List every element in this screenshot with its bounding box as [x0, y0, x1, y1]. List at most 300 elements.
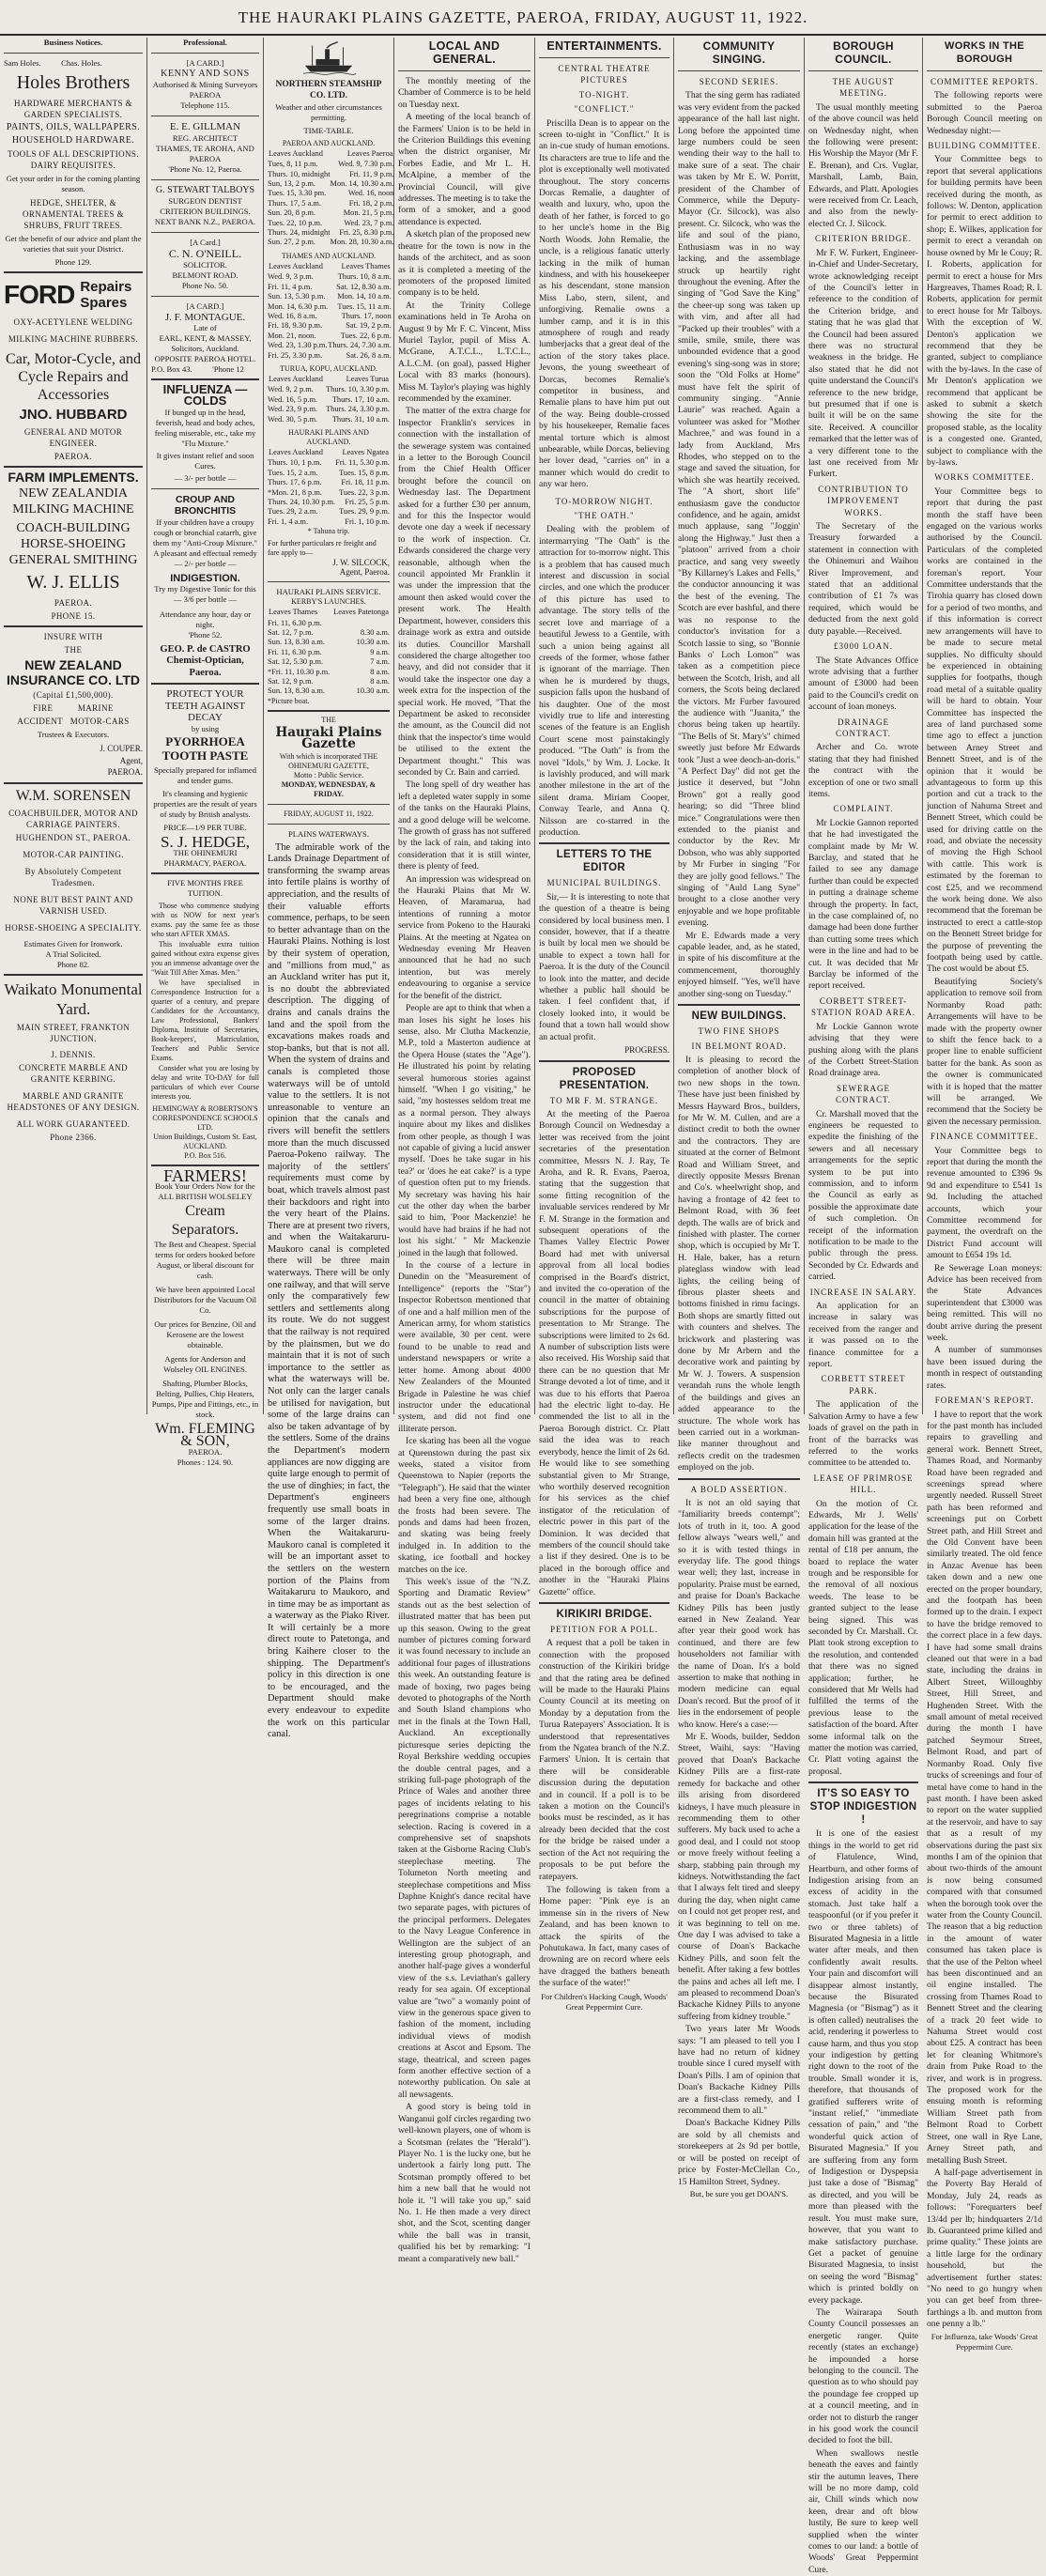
local-paragraph: This week's issue of the "N.Z. Sporting and Dramatic Review" stands out as the best selection of illustrated matter that has been put up this season. Owing to the great number of pictures coming forward it was found necessary to include an additional four pages of illustrations this week. An outstanding feature is made of boxing, two pages being devoted to photographs of the North and South Island champions who met in the finals at the Town Hall, Auckland. An exceptionally picturesque series depicting the Royal Berkshire wedding occupies the double central pages, and a striking full-page photograph of the Prince of Wales and another three pages of incidents relating to his peregrinations comprise a notable selection. Racing is covered in a comprehensive set of snapshots taken at the Gisborne Racing Club's steeplechase meeting. The Tolumeton North meeting and steeplechase competitions and Miss Daphne Knight's dance recital have two separate pages, with pictures of the principal performers. Delegates to the Navy League Conference in Wellington are the subject of an interesting group photograph, and another half-page gives a wonderful view of the s.s. Leviathan's gallery ready for sea again. Of exceptional value are "two" a womanly point of view in the generous space given to fashion of the moment, including individual views of modish creations at Ascot and Epsom. The stage, theatrical, and screen pages form another effective section of a noteworthy publication. On sale at all newsagents. [398, 1577, 531, 2100]
drainage-text: Archer and Co. wrote stating that they had finished the contract with the exception of one or two small items. [808, 742, 918, 799]
timetable-row [268, 179, 393, 189]
corbett-title: CORBETT STREET-STATION ROAD AREA. [810, 995, 916, 1018]
montague-card: [A CARD.] [186, 301, 224, 311]
weather-note: Weather and other circumstances permitting. [275, 101, 382, 122]
corbett-park-text: The application of the Salvation Army to have a few loads of gravel on the path in front of the barracks was referred to the works committee to be attended to. [808, 1399, 918, 1469]
indigestion-price: — 3/6 per bottle — [173, 594, 238, 605]
tt-col: Leaves Ngatea [342, 447, 389, 456]
timetable-cell: Tues. 29, 9 p.m. [339, 507, 390, 517]
criterion-text: Mr F. W. Furkert, Engineer-in-Chief and Under-Secretary, wrote acknowledging receipt of the Council's letter in reference to the condition of the Criterion bridge, and stating that he was glad that the Council had been assured there was no structural weakness in the bridge. He also stated that he did not quite understand the Council's reference to the new bridge, but presumed that if one is built it will be on the same site. Received. A councillor remarked that the letter was of a very different tone to the last one received from Mr Furkert. [808, 247, 918, 480]
montague-line: Solicitors, Auckland. [171, 344, 239, 354]
editorial-body: The admirable work of the Lands Drainage Department of transforming the swamp areas into fertile plains is worthy of appreciation, and the results of their valuable efforts commence, perhaps, to be seen to better advantage than on the Hauraki Plains. Nothing is lost by their system of operation, and "millions from mud," as an Auckland writer has put it, is no doubt the abbreviated description. The digging of drains and canals drains the land and the spoil from the excavations makes roads and stop-banks, but that is not all. When the system of drains and canals is completed those waterways will be of untold value to the settlers. It is not unreasonable to venture an opinion that the canals and rivers will benefit the settlers more than the much discussed Paeroa-Pokeno railway. The majority of the settlers' requirements must come by boat, which travels almost past their backdoors and right into the very heart of the Plains. There are at present two rivers, and when the Waitakaruru-Maukoro canal is completed there will be three main waterways. There will be only one railway, and that will serve only the comparatively few settlers and settlements along its route. We do not suggest that the railway is not required by the plainsmen, but we do maintain that it is not of such importance to the settler as what the waterways will be. Not only can the larger canals be utilised for navigation, but some of the large drains can also be taken advantage of by the settlers. Some of the drains the Department's modern appliances are now digging are quite large enough to permit of the use of dinghies; in fact, the Department's engineers frequently use small boats in some of the larger drains. When the Waitakaruru-Maukoro canal is completed it will be an important asset to the settlers on the western portion of the Plains from Waitakaruru to Maukoro, and in time may be as important as a waterway as the Piako River. It will certainly be a more direct route to Patetonga, and bring Kaihere closer to the shipping. The Department's policy in this direction is one to be encouraged, and the Department should make every endeavour to expedite the work on this particular canal. [268, 841, 390, 1740]
hemingway-line: Union Buildings, Custom St. East, [153, 1132, 257, 1141]
hpa-head: HAURAKI PLAINS AND AUCKLAND. [288, 427, 369, 446]
timetable-cell: Thurs. 10, 1 p.m. [268, 458, 322, 468]
bc-text: The usual monthly meeting of the above council was held on Wednesday night, when the following were present: His Worship the Mayor (Mr F. E. Brenan), and Crs. Vuglar, Marshall, Lamb, Bain, Edwards, and Platt. Apologies were received from Cr. Leach, and also from the newly-elected Cr. J. Silcock. [808, 101, 918, 229]
timetable-cell: Thurs. 10, 8 a.m. [337, 272, 392, 282]
foreman-title: FOREMAN'S REPORT. [934, 1396, 1035, 1406]
montague-line: Late of [193, 323, 217, 333]
holes-names: Sam Holes. Chas. Holes. [4, 58, 102, 68]
benzine-text: Our prices for Benzine, Oil and Kerosene are the lowest obtainable. [154, 1319, 256, 1350]
timetable-row [268, 302, 392, 312]
progress-sig: PROGRESS. [624, 1045, 669, 1056]
timetable-cell: Thurs. 24, 7.30 a.m. [328, 341, 392, 350]
works-title: WORKS IN THE BOROUGH [945, 40, 1024, 65]
talboys-line: SURGEON DENTIST [168, 196, 242, 207]
farmers-title: FARMERS! [163, 1165, 247, 1185]
tuition-text2: This invaluable extra tuition gained without extra expense gives you an immense advantage over the "Wait Till After Xmas. Men." [151, 939, 259, 977]
castro-name: GEO. P. de CASTRO [160, 644, 251, 656]
five-months: FIVE MONTHS FREE TUITION. [167, 877, 243, 898]
montague-office: OPPOSITE PAEROA HOTEL. [154, 354, 256, 364]
singing-text: That the sing germ has radiated was very evident from the packed appearance of the hall last night. Long before the appointed time large numbers could be seen wending their way to the hall to make sure of a seat. The chair was taken by Mr E. W. Porritt, president of the Chamber of Commerce, while the Deputy-Mayor (Cr. Silcock), was also present. Cr. Silcock, who was the life and soul of the piano, Enthusiasm was in no way lacking, and the assemblage struck up heartily right throughout the evening. After the singing of "God Save the King" the cheer-up song was taken up with vim, and after all had "Packed up their troubles" with a smile, smile, smile, there was unbounded evidence that a good evening's sing-song was in store; soon the "Old Folks at Home" must have felt the spirit of community singing. "Annie Laurie" was reached. Again a volunteer was asked for "Mother Machree," and was found in a lady from Auckland, Mrs Rhodes, who stepped on to the stage and saved the situation, for which she was heartily received. The "A short, short life" enthusiasm gave the conductor confidence, and he again, amidst much applause, sang "Joggin' along the Highway." Just then a "platoon" arrived from a choir practice, and sang very sweetly "By Killarney's Lakes and Fells," the conductor announcing it was the best of the evening. The Scotch are ever bashful, and there was no response to the conductor's invitation for a Scotch lassie to sing, so "Bonnie Banks o' Loch Lomon'" was taken as a competition piece between the Scotch, Irish, and all corners, the Scots being declared the victors. Mr Furber favoured the audience with "Juanita," the chorus being taken up heartily. "The Bells of St. Mary's" chimed sweetly just before Mr Edwards took "Just a wee deoch-an-doris." "A Perfect Day" did not get the justice it deserved, but "John Brown" got a really good hearing; so did "Three blind mice." Congratulations were then extended to the pianist and conductor by the Rev. Mr Dobson, who was ably supported by Mr Furber in singing "For they are jolly good fellows." The singing of "Auld Lang Syne" brought to a close another very enjoyable and we hope profitable evening. [678, 90, 800, 929]
timetable-cell: Tues. 29, 2 a.m. [268, 507, 318, 517]
timetable-cell: Fri. 1, 10 p.m. [345, 517, 390, 526]
contribution-text: The Secretary of the Treasury forwarded a statement in connection with the Ohinemuri and Waihou River Improvement, and stated that an additional contribution of £1 7s was required, which would be deducted from the next gold duty payable.—Received. [808, 521, 918, 637]
finance-title: FINANCE COMMITTEE. [931, 1132, 1038, 1142]
pyorrhoea-text: Specially prepared for inflamed and tender gums. [153, 764, 257, 785]
timetable-cell: Sat. 12, 5.30 p.m. [268, 657, 324, 667]
timetable-cell: Sun. 27, 2 p.m. [268, 238, 315, 247]
letter-text [539, 892, 669, 1043]
attendance: Attendance any hour, day or night. [159, 609, 252, 630]
agents-text: Agents for Anderson and Wolseley OIL ENGINES. [163, 1354, 247, 1375]
timetable-row [268, 292, 392, 301]
incorporated: With which is incorporated THE OHINEMURI GAZETTE, [279, 751, 378, 770]
timetable-cell: Wed. 23, 7 p.m. [344, 218, 394, 227]
silcock-title: Agent, Paeroa. [339, 567, 390, 578]
timetable-cell: Thurs. 17, 10 a.m. [331, 394, 390, 404]
editorial-title: PLAINS WATERWAYS. [288, 828, 369, 839]
tt-col: Leaves Paeroa [346, 148, 393, 158]
proposed-title: PROPOSED PRESENTATION. [559, 1066, 650, 1091]
croup-price: — 2/- per bottle — [174, 558, 237, 568]
timetable-cell: Wed. 23, 9 p.m. [268, 405, 318, 414]
hubbard-line: GENERAL AND MOTOR ENGINEER. [23, 427, 123, 448]
timetable-cell: Tues. 22, 10 p.m. [268, 218, 323, 227]
tuition-text3: We have specialised in Correspondence Instruction for a quarter of a century, and prepare Candidates for the Accountancy, Law Professional, Bankers' Diploma, Institute of Secretaries, Book-keepers', Matriculation, Teachers' and Public Service Exams. [151, 978, 259, 1062]
finance-text: Your Committee begs to report that during the month the revenue amounted to £396 9s 9d and expenditure to £541 1s 9d. Including the attached accounts, which your Committee recommend for payment, the overdraft on the District Fund account will amount to £654 19s 1d. [927, 1145, 1042, 1261]
kirikiri-title: KIRIKIRI BRIDGE. [556, 1608, 653, 1620]
local-paragraph: Ice skating has been all the vogue at Queenstown during the past six weeks, stated a visitor from Queenstown to Napier (reports the "Telegraph"). He said that the winter had been a very fine one, although the frosts had been severe. The ponds and dams had been frozen, and skating was being freely indulged in. In addition to the skating, ice football and hockey matches on the ice. [398, 1436, 531, 1575]
borough-title: BOROUGH COUNCIL. [833, 39, 894, 66]
oneill-line: SOLICITOR. [183, 259, 227, 270]
timetable-cell: Fri. 18, 11 p.m. [341, 478, 390, 487]
hubbard-name: JNO. HUBBARD [19, 407, 128, 423]
tt-col: Leaves Auckland [269, 447, 323, 456]
sure: But, be sure you get DOAN'S. [689, 2188, 789, 2198]
holes-line: TOOLS OF ALL DESCRIPTIONS. DAIRY REQUISITES. [8, 149, 139, 170]
local-paragraph: The monthly meeting of the Chamber of Commerce is to be held on Tuesday next. [398, 76, 531, 110]
proposed-text: At the meeting of the Paeroa Borough Council on Wednesday a letter was received from the joint secretaries of the presentation committee, Messrs N. J. Ray, Te Aroha, and R. R. Evans, Paeroa, stating that the suggestion that some fitting recognition of the invaluable services rendered by Mr F. M. Strange in the formation and subsequent operations of the Thames Valley Electric Power Board had met with universal approval from all local bodies comprised in the Board's district, and invited the co-operation of the council in the matter of obtaining subscriptions for the purpose of presentation to Mr Strange. The subscriptions were limited to 2s 6d. A number of subscription lists were also received. His Worship said that there can be no question that Mr Strange devoted a lot of time, and it was due to his efforts that Paeroa had the electric light to-day. He commended the list to all in the Paeroa Borough district. Cr. Platt said the idea was to reach everybody, hence the limit of 2s 6d. He would like to see something substantial given to Mr Strange, who worthily deserved recognition for his services as the chief instigator of the reticulation of electric power in this part of the Dominion. It was decided that members of the council should take a list if they desired. One is to be placed in the borough office and another in the "Hauraki Plains Gazette" office. [539, 1108, 669, 1597]
nz-insurance: NEW ZEALAND INSURANCE CO. LTD [6, 657, 141, 688]
sorensen-line: COACHBUILDER, MOTOR AND CARRIAGE PAINTERS. [8, 808, 138, 829]
couper-name: J. COUPER. [100, 744, 143, 754]
letters-title: LETTERS TO THE EDITOR [556, 849, 653, 874]
timetable-cell: Mon. 14, 10.30 a.m. [330, 179, 394, 189]
bold-text: It is not an old saying that "familiarity breeds contempt"; lots of truth in it, too. A good fellow always "wears well," and so it is with tested things in everyday life. The good things wear well; they last, increase in popularity. Praise must be earned, and praise for Doan's Backache Kidney Pills has been justly earned in New Zealand. Year after year their good work has continued, and there are few householders not familiar with the name of Doan. It's a bold assertion to make that nothing in modern medicine can equal Doan's record. But the proof of it lies in the endorsement of people who know. Here's a case:— [678, 1497, 800, 1730]
masthead: THE HAURAKI PLAINS GAZETTE, PAEROA, FRIDAY, AUGUST 11, 1922. [0, 0, 1046, 36]
timetable-row [268, 686, 390, 696]
competent: By Absolutely Competent Tradesmen. [24, 866, 122, 887]
timetable-cell: Wed. 16, 8 a.m. [268, 311, 317, 320]
tt-col: Leaves Thames [269, 608, 318, 617]
ford-ad [4, 279, 143, 311]
second-series: SECOND SERIES. [699, 77, 779, 86]
timetable-cell: Sat. 19, 2 p.m. [346, 321, 392, 331]
influenza-cure: For Influenza, take Woods' Great Peppermint Cure. [931, 2331, 1038, 2352]
timetable-cell: Mon. 21, 5 p.m. [343, 208, 394, 218]
ellis-line: PHONE 15. [51, 611, 96, 622]
works-text: Your Committee begs to report that during the past month the staff have been engaged on the various works authorised by the Council. Particulars of the completed works are contained in the foreman's report. Your Committee understands that the Tirohia quarry has closed down for a period of two months, and if this information is correct new arrangements will have to be made to secure metal supplies. No difficulty should be experienced in obtaining supplies for footpaths, though road metal of a suitable quality will be hard to obtain. Your Committee has inspected the area of land purchased some time ago to effect a junction between Arney Street and Bennett Street, and is of the opinion that it would be advantageous to form up this portion and cut a track to the junction of Nahuma Street and Bennett Street, which could be used for driving cattle on the road, and obviate the necessity of moving the High School with cattle. This work is estimated by the foreman to cost £25, and we recommend the work being done. We also recommend that the foreman be instructed to erect a cattle-stop on the Bennett Street bridge for the purpose of preventing the footpath being used by cattle. The cost would be about £5. [927, 486, 1042, 975]
works-intro: The following reports were submitted to the Paeroa Borough Council meeting on Wednesday night:— [927, 90, 1042, 136]
coach-building: COACH-BUILDING HORSE-SHOEING GENERAL SMITHING [8, 521, 138, 568]
local-paragraph: People are apt to think that when a man loses his sight he loses his sense, also. Mr Clutha Mackenzie, M.P., told a Masterton audience at the Opera House (states the "Age"). He illustrated his point by relating several humorous stories against himself. "When I go visiting," he said, "my hostesses seldom treat me as a normal person. They always inquire about my likes and dislikes from other people, as though I was not capable of giving a lucid answer myself. 'Does he take sugar in his tea?' or 'does he eat cake?' is a type of question often put to my friends. My secretary was having his hair cut the other day when the barber said to him, 'Poor Mackenzie! he would have had brains if he had not lost his sight.' " Mr Mackenzie joined in the laugh that followed. [398, 1003, 531, 1258]
tt-col: Leaves Thames [341, 261, 391, 270]
sewerage-text: Cr. Marshall moved that the engineers be requested to expedite the finishing of the sewers and all necessary arrangements for the septic system to be put into commission, and to inform the Council as early as possible the approximate date of such completion. On receipt of the information notification to be made to the public through the press. Seconded by Cr. Edwards and carried. [808, 1108, 918, 1283]
none-but: NONE BUT BEST PAINT AND VARNISH USED. [13, 894, 133, 916]
bold-title: A BOLD ASSERTION. [690, 1484, 788, 1494]
timetable-cell: Fri. 1, 4 a.m. [268, 517, 309, 526]
sorensen-name: W.M. SORENSEN [15, 787, 131, 804]
timetable-row [268, 385, 390, 394]
column-business-notices [0, 38, 147, 1414]
holes-brothers-ad-title: Holes Brothers [16, 72, 131, 93]
letter-body: It is interesting to note that the question of a theatre is being considered by local business men. I consider, however, that if a theatre is built by local men we should be unable to expect a town hall for Paeroa. It is the duty of the Council to look into the matter, and decide whether a public hall should be taken. I feel confident that, if closely looked into, it would be found that a town hall would show an actual profit. [539, 891, 669, 1042]
dennis-line: CONCRETE MARBLE AND GRANITE KERBING. [18, 1062, 129, 1084]
loan-text: The State Advances Office wrote advising that a further amount of £3000 had been paid to the Council's credit on account of loan moneys. [808, 655, 918, 713]
two-fine: TWO FINE SHOPS [698, 1026, 780, 1037]
hedge-name: S. J. HEDGE, [161, 832, 250, 851]
timetable-cell: 8 a.m. [370, 677, 390, 686]
column-works-borough [923, 38, 1046, 2352]
swallows-text: When swallows nestle beneath the eaves and faintly stir the autumn leaves, There will be no more damp, cold air, Chill winds which now keen, drear and oft blow lustily, Be sure to keep well supplied when the winter comes to our land: a bottle of Woods' Great Peppermint Cure. [808, 2447, 918, 2575]
ta-head: THAMES AND AUCKLAND. [281, 251, 377, 260]
kerby: KERBY'S LAUNCHES. [291, 597, 366, 607]
timetable-cell: Sun. 13, 8.30 a.m. [268, 686, 325, 696]
timetable-cell: Fri. 11, 9 p.m. [349, 169, 394, 178]
nz-milking-machine: NEW ZEALANDIA MILKING MACHINE [12, 486, 134, 517]
holes-phone: Phone 129. [54, 257, 92, 267]
singing-title: COMMUNITY SINGING. [702, 39, 776, 66]
hemingway-line: P.O. Box 516. [184, 1150, 226, 1160]
contribution-title: CONTRIBUTION TO IMPROVEMENT WORKS. [818, 484, 909, 517]
timetable-cell: 7 a.m. [370, 657, 390, 667]
section-heading: Professional. [183, 38, 227, 47]
local-paragraph: The long spell of dry weather has left a depleted water supply in some of the tanks on the Hauraki Plains, and a good deluge will be welcome. The growth of grass has not suffered by the lack of rain, and taking into consideration that it is still winter, there is plenty of feed. [398, 779, 531, 872]
timetable-cell: Thurs. 24, 10.30 p.m. [268, 498, 336, 506]
timetable-cell [331, 619, 390, 628]
outstanding-text: A number of summonses have been issued during the month in respect of outstanding rates. [927, 1345, 1042, 1391]
estimates: Estimates Given for Ironwork. [23, 938, 123, 949]
timetable-row [268, 189, 393, 198]
august-meeting: THE AUGUST MEETING. [832, 77, 895, 99]
local-paragraph: At the Trinity College examinations held in Te Aroha on August 9 by Mr F. C. Vincent, Miss Muriel Taylor, pupil of Miss A. McGrane, A.T.C.L., L.T.C.L., A.L.C.M. (on goal), passed Higher Local with 83 marks (honours). Miss M. Taylor's playing was highly recommended by the examiner. [398, 300, 531, 404]
timetable-cell: Wed. 9, 2 p.m. [268, 385, 314, 394]
fleming-line: PAEROA. [188, 1447, 223, 1458]
corbett-text: Mr Lockie Gannon wrote advising that they were pushing along with the plans of the Corbett Street-Station Road drainage area. [808, 1021, 918, 1079]
timetable-row [268, 657, 390, 667]
in-belmont: IN BELMONT ROAD. [691, 1041, 787, 1051]
timetable-row [268, 677, 390, 686]
timetable-row [268, 321, 392, 331]
timetable-cell: Wed. 9, 7.30 p.m. [338, 160, 394, 169]
local-paragraph: A sketch plan of the proposed new theatre for the town is now in the hands of the architect, and as soon as it is completed a meeting of the promoters of the proposed limited company is to be held. [398, 229, 531, 299]
conflict-title: "CONFLICT." [574, 104, 635, 115]
motto: Motto : Public Service. [293, 770, 364, 779]
cream-title: Cream Separators. [171, 1203, 239, 1239]
farm-implements: FARM IMPLEMENTS. [8, 470, 139, 485]
local-paragraph: The matter of the extra charge for Inspector Franklin's services in connection with the installation of the sewerage system was contained in a letter to the Borough Council from the Chief Health Officer brought before the council on Wednesday last. The Department asked for a further £30 per annum, and for this the Inspector would devote one day a week if necessary to the work of inspection. Cr. Edwards considered the charge very reasonable, although when the council appointed Mr Franklin it was under the impression that the amount then asked would cover the present work. The Health Department, however, considers this drainage work as extra and outside its duties. Councillor Marshall considered the charge altogether too heavy, and did not consider that it would take the inspector one day a week extra for the inspection of the special work. He moved, "That the Department be asked to reconsider the amount, as the Council did not think that the inspector's time would be utilised to the extent the Department thought." This was seconded by Cr. Bain and carried. [398, 406, 531, 778]
building-text: Your Committee begs to report that several applications for building permits have been received during the month, as follows: W. Denton, application for permit to erect addition to shop; E. Wilkes, application for permit to erect a verandah on house owned by Mr le Couy; R. I. Roberts, application for permit to erect a house for Mrs Hargreaves, Thames Road; R. I. Roberts, application for permit to erect house for Mr Talboys. With the exception of W. Denton's application we recommend that they be granted, subject to compliance with the by-laws. In the case of Mr Denton's application we recommend that applicant be asked to submit a sketch showing the site for the proposed stable, as the locality is a congested one. Granted, subject to compliance with the by-laws. [927, 154, 1042, 468]
dennis-name: J. DENNIS. [51, 1049, 96, 1059]
ford-wordmark: FORD [4, 279, 75, 309]
gillman-name: E. E. GILLMAN [169, 121, 241, 133]
building-title: BUILDING COMMITTEE. [928, 141, 1041, 151]
oath-title: "THE OATH." [574, 511, 635, 521]
ford-repairs: Repairs [80, 279, 132, 295]
timetable-cell: Wed. 30, 5 p.m. [268, 414, 318, 424]
to-night: TO-NIGHT. [578, 89, 630, 100]
tomorrow: TO-MORROW NIGHT. [555, 496, 654, 506]
timetable-row [268, 272, 392, 282]
insure-with: INSURE WITH [43, 632, 103, 642]
tt-col: Leaves Auckland [269, 261, 323, 270]
influenza-price: — 3/- per bottle — [174, 472, 237, 483]
influenza-text: If bunged up in the head, feverish, head and body aches, feeling miserable, etc., take my "Flu Mixture." [154, 407, 256, 448]
cream-text: The Best and Cheapest. Special terms for orders booked before August, or liberal discount for cash. [154, 1240, 256, 1281]
talboys-line: CRITERION BUILDINGS. NEXT BANK N.Z., PAEROA. [154, 207, 256, 227]
pyorrhoea-price: PRICE—1/9 PER TUBE. [163, 822, 247, 832]
increase-title: INCREASE IN SALARY. [809, 1287, 917, 1297]
holes-order: Get your order in for the coming planting season. [6, 174, 141, 193]
tt-col: Leaves Patetonga [333, 608, 389, 617]
oneill-name: C. N. O'NEILL. [168, 247, 242, 261]
timetable-cell: Fri. 11, 5.30 p.m. [335, 458, 390, 468]
timetable-cell: Sun. 13, 5.30 p.m. [268, 292, 326, 301]
tuition-text: Those who commence studying with us NOW for next year's exams. pay the same fee as those who start AFTER XMAS. [151, 901, 259, 938]
column-entertainments [535, 38, 674, 2012]
oneill-line: BELMONT ROAD. [172, 270, 238, 280]
timetable-cell: Thurs. 10, 3.30 p.m. [326, 385, 390, 394]
waiuru-text: The Wairarapa South County Council possesses an energetic ranger. Quite recently (states an exchange) he impounded a horse belonging to the council. The question as to who should pay the poundage fee cropped up at a council meeting, and in order not to disturb the ranger in his good work the council decided to foot the bill. [808, 2306, 918, 2446]
central-theatre: CENTRAL THEATRE PICTURES [558, 64, 651, 85]
using: by using [191, 723, 220, 733]
buildings-text: It is pleasing to record the completion of another block of two new shops in the town. These have just been finished by Messrs Hayward Bros., builders, for Mr W. M. Cullen, and are a distinct credit to both the owner and the contractors. They are situated at the corner of Belmont Road and William Street, and directly opposite Messrs Brenan and Co's. wheelwright shop, and having a frontage of 42 feet to Belmont Road, with 36 feet depth. The walls are of brick and finished with plaster. The corner shop, which is occupied by Mr T. H. Hale, baker, has a return plateglass window with lead lights, the ceiling being of fibrous plaster sheets and bottoms finished in rimu facings. Both shops are smartly fitted out with counters and shelves. The brickwork and plastering was done by Mr Arbern and the decorative work and painting by Mr W. J. Towers. A suspension verandah runs the whole length of the buildings and gives an added appearance to the structure. The whole work has been carried out in a workman-like manner throughout and reflects credit on the tradesmen employed on the job. [678, 1054, 800, 1473]
hps-head: HAURAKI PLAINS SERVICE. [276, 587, 381, 597]
tt-col: Leaves Turua [346, 374, 389, 383]
pa-head: PAEROA AND AUCKLAND. [282, 138, 376, 147]
frankton: MAIN STREET, FRANKTON JUNCTION. [16, 1022, 131, 1043]
holes-trees: HEDGE, SHELTER, & ORNAMENTAL TREES & SHRUBS, FRUIT TREES. [23, 198, 124, 230]
column-professional [147, 38, 264, 1468]
timetable-cell: Mon. 21, noon. [268, 331, 316, 340]
timetable-row [268, 228, 393, 238]
tk-head: TURUA, KOPU, AUCKLAND. [280, 363, 377, 373]
protect-title: PROTECT YOUR TEETH AGAINST DECAY [164, 688, 246, 724]
gillman-line: 'Phone No. 12, Paeroa. [168, 163, 242, 174]
ford-line: OXY-ACETYLENE WELDING [13, 317, 133, 327]
timetable-row [268, 283, 392, 292]
timetable-row [268, 395, 390, 405]
column-local-general [394, 38, 535, 2264]
timetable-cell: Thurs. 31, 10 a.m. [331, 414, 390, 424]
timetable-row [268, 648, 390, 657]
ellis-line: PAEROA. [54, 598, 93, 609]
timetable-cell: Sat. 26, 8 a.m. [346, 350, 392, 360]
farmers-text: Book Your Orders Now for the ALL BRITISH WOLSELEY [155, 1181, 255, 1202]
local-paragraph: An impression was widespread on the Hauraki Plains that Mr W. Heaven, of Maramarua, had intentions of running a motor service from Pokeno to the Hauraki Plains. At the meeting at Ngatea on Wednesday evening Mr Heaven announced that he had no such intention, but was merely endeavouring to organise a service for the benefit of the district. [398, 873, 531, 1001]
local-general-title: LOCAL AND GENERAL. [428, 39, 500, 66]
timetable-row [268, 312, 392, 321]
timetable-cell: Fri. 11, 6.30 p.m. [268, 618, 322, 627]
hacking: For Children's Hacking Cough, Woods' Great Peppermint Cure. [541, 1991, 668, 2012]
timetable-row [268, 238, 393, 247]
timetable-row [268, 469, 390, 478]
timetable-row [268, 498, 390, 507]
timetable-cell: Mon. 14, 10 a.m. [337, 292, 392, 301]
timetable-cell: Thurs. 17, 6 p.m. [268, 478, 322, 487]
timetable-cell: Tues, 8, 11 p.m. [268, 160, 318, 169]
timetable-cell: Tues. 15, 2 a.m. [268, 468, 318, 477]
issue-date: FRIDAY, AUGUST 11, 1922. [284, 809, 374, 818]
timetable-row [268, 341, 392, 350]
timetable-row [268, 160, 393, 169]
timetable-paeroa-auckland [268, 148, 393, 248]
ellis-name: W. J. ELLIS [26, 572, 120, 594]
influenza-relief: It gives instant relief and soon Cures. [156, 450, 254, 470]
holes-line: HOUSEHOLD HARDWARE. [11, 135, 135, 146]
timetable-thames-auckland [268, 261, 392, 361]
criterion-title: CRITERION BRIDGE. [815, 234, 912, 244]
timetable-row [268, 208, 393, 218]
increase-text: An application for an increase in salary was received from the ranger and it was passed on to the finance committee for a report. [808, 1301, 918, 1370]
steamship-icon [301, 39, 356, 77]
lease-text: On the motion of Cr. Edwards, Mr J. Wells' application for the lease of the domain hill was granted at the rental of £18 per annum, the board to replace the water trough and be responsible for the removal of all noxious weeds. The lease to be granted subject to the lease being signed. This was seconded by Cr. Marshall. Cr. Platt took strong exception to the resolution, and contended that there was no signed application; further, he considered that Mr Wells had fulfilled the terms of the previous lease to the satisfaction of the board. After some informal talk on the matter the motion was carried, Cr. Platt voting against the proposal. [808, 1498, 918, 1777]
motor-car-painting: MOTOR-CAR PAINTING. [23, 849, 124, 859]
timetable-cell: Sat. 12, 9 p.m. [268, 677, 314, 686]
timetable-cell: Fri. 11, 4 p.m. [268, 282, 313, 291]
timetable-cell: Fri. 25, 3.30 p.m. [268, 350, 323, 360]
tahuna-trip: * Tahuna trip. [307, 527, 350, 536]
new-buildings-title: NEW BUILDINGS. [691, 1010, 787, 1023]
tt-col: Leaves Auckland [269, 374, 323, 383]
kenny-card: [A CARD.] [186, 58, 224, 68]
kirikiri-text: A request that a poll be taken in connection with the proposed construction of the Kirikiri bridge and that the rating area be defined will be made to the Hauraki Plains County Council at its meeting on Monday by a deputation from the Turua Ratepayers' Association. It is understood that representatives from the Ngatea branch of the N.Z. Farmers' Union. It is certain that there will be considerable discussion during the deputation and in council. If a poll is to be taken a motion on the Council's books must be rescinded, as it has already been decided that the cost for the bridge be raised under a section of the Act not requiring the proposals to be put before the ratepayers. [539, 1638, 669, 1882]
local-paragraph: A good story is being told in Wanganui golf circles regarding two well-known players, one of whom is a Scotsman (relates the "Herald"). Player No. 1 is the lucky one, but he undertook a fairly long putt. The Scotsman promptly offered to bet him a new ball that he would not hole it. "I will take you up," said No. 1. He then made a very direct shot, and the Scot, scenting danger while the ball was in transit, qualified his bet by remarking: "I meant a comparatively new ball." [398, 2102, 531, 2264]
sorensen-line: HUGHENDON ST., PAEROA. [15, 832, 131, 842]
tuition-text4: Consider what you are losing by delay and write TO-DAY for full particulars of which ever Course interests you. [151, 1063, 259, 1101]
timetable-cell: Sun. 20, 8 p.m. [268, 208, 315, 218]
pyorrhoea-text2: It's cleansing and hygienic properties are the result of years of study by British analysts. [153, 788, 257, 819]
corbett-park-title: CORBETT STREET PARK. [821, 1374, 906, 1396]
timetable-cell: Thurs. 17, 5 a.m. [268, 198, 321, 208]
ford-line: MILKING MACHINE RUBBERS. [8, 334, 139, 344]
timetable-row [268, 415, 390, 424]
kenny-line: Authorised & Mining Surveyors [152, 80, 258, 90]
timetable-row [268, 199, 393, 208]
timetable-cell: 8.30 a.m. [360, 628, 390, 638]
montague-line: EARL, KENT, & MASSEY, [159, 333, 252, 344]
complaint-text: Mr Lockie Gannon reported that he had investigated the complaint made by Mr W. Barclay, and stated that he failed to see any damage further than could be expected in putting a drainage scheme through the property. In fact, in the case complained of, no damage had been done further than cutting some trees which were in the line and had to be cut. It was decided that Mr Barclay be informed of the report received. [808, 817, 918, 992]
timetable-cell: Tues. 22, 6 p.m. [340, 331, 392, 340]
hemingway-line: AUCKLAND. [183, 1141, 227, 1150]
timetable-cell: Wed. 9, 3 p.m. [268, 272, 314, 282]
timetable-cell: Fri. 11, 6.30 p.m. [268, 647, 322, 656]
timetable-turua-kopu [268, 374, 390, 424]
phone52: 'Phone 52. [188, 630, 223, 640]
montague-name: J. F. MONTAGUE. [164, 311, 246, 323]
beautifying-text: Beautifying Society's application to remove soil from Normanby Road path: Arrangements will have to be made with the property owner to shift the fence back to a proper line to enable sufficient batter for the bank. As soon as the owner is communicated with it is hoped that the matter will be arranged. We recommend that the Society be given the necessary permission. [927, 976, 1042, 1127]
timetable-row [268, 405, 390, 414]
fire-marine: FIRE MARINE [33, 703, 114, 714]
timetable-cell: Sun. 13, 8.30 a.m. [268, 638, 325, 647]
timetable-cell: 8 a.m. [370, 667, 390, 676]
timetable-row [268, 638, 390, 647]
timetable-row [268, 219, 393, 228]
holes-line: PAINTS, OILS, WALLPAPERS. [6, 122, 141, 132]
timetable-cell: Thurs. 24, midnight [268, 228, 331, 238]
trustees: Trustees & Executors. [37, 730, 110, 740]
croup-text: If your children have a croupy cough or bronchial catarrh, give them my "Anti-Croup Mixture." A pleasant and effectual remedy [152, 517, 258, 558]
timetable-cell: Thurs. 17, noon [341, 311, 392, 320]
drainage-title: DRAINAGE CONTRACT. [835, 717, 892, 738]
timetable-cell: 10.30 a.m. [356, 686, 390, 696]
timetable-row [268, 458, 390, 468]
sir: Sir,— [546, 891, 568, 902]
timetable-cell: Fri. 25, 8.30 p.m. [339, 228, 394, 238]
accident: ACCIDENT MOTOR-CARS [17, 717, 130, 727]
works-committee-title: WORKS COMMITTEE. [934, 472, 1035, 483]
local-paragraph: In the course of a lecture in Dunedin on the "Measurement of Intelligence" (reports the "Star") Inspector Robertson mentioned that of one and a half million men of the American army, for whom statistics were available, 30 per cent. were found to be unable to read and understand newspapers or write a letter home. Among about 4000 New Zealanders of the Mounted Brigade in Palestine he was chief instructor under the educational system, and did not find one illiterate person. [398, 1260, 531, 1434]
sold-text: Doan's Backache Kidney Pills are sold by all chemists and storekeepers at 2s 9d per bottle, or will be posted on receipt of price by Foster-McClellan Co., 15 Hamilton Street, Sydney. [678, 2118, 800, 2187]
conflict-text: Priscilla Dean is to appear on the screen to-night in "Conflict." It is an in-cue study of human emotions. Its characters are true to life and the plot is exceptionally well motivated throughout. The story concerns Dorcas Remalie, a daughter of wealth and luxury, who, upon the death of her father, is forced to go to her uncle's home in the Big North Woods. John Remalie, the uncle, is a religious fanatic utterly lacking in the milk of human kindness, and with his housekeeper as his descendant, stone mansion Miss Labo, stern, silent, and unforgiving. Remalie owns a lumber camp, and it is in this atmosphere of rough and ready lumberjacks that a great deal of the action of the story takes place. Jevons, the young sweetheart of Dorcas, becomes Remalie's competitor in business, and Remalie plans to have him put out of the way. Being double-crossed by his housekeeper, Remalie faces mental torture which is almost unbearable, while Dorcas, believing her lover dead, "carries on" in a manner which would do credit to any war hero. [539, 117, 669, 490]
timetable-cell: Wed. 23, 1.30 p.m. [268, 341, 328, 350]
timetable-cell: Mon. 14, 6.30 p.m. [268, 301, 329, 311]
gillman-line: REG. ARCHITECT [172, 132, 238, 143]
indigestion-text: Try my Digestive Tonic for this [154, 584, 256, 594]
timetable-row [268, 351, 392, 361]
influenza-title: INFLUENZA — COLDS [162, 382, 248, 409]
lease-title: LEASE OF PRIMROSE HILL. [813, 1473, 914, 1495]
timetable-cell: *Fri. 11, 10.30 p.m. [268, 667, 331, 676]
fleming-line: Phones : 124. 90. [177, 1458, 234, 1468]
oneill-card: [A Card.] [190, 238, 221, 248]
silcock: J. W. SILCOCK, [332, 558, 390, 568]
indigestion-title: INDIGESTION. [170, 572, 240, 584]
the-word: THE [321, 715, 336, 724]
committee-reports: COMMITTEE REPORTS. [931, 77, 1038, 86]
edwards-text: Mr E. Edwards made a very capable leader, and, as he stated, in spite of his discomfiture at the commencement, thoroughly enjoyed himself. "Yes, we'll have another sing-song on Tuesday." [678, 930, 800, 999]
timetable-cell: Thurs. 24, 3.30 p.m. [326, 405, 390, 414]
timetable-cell: Thurs. 10, midnight [268, 169, 331, 178]
halfpage-text: A half-page advertisement in the Poverty Bay Herald of Monday, July 24, reads as follows: "Forequarters beef 13/4d per lb; hindquarters 2/1d lb. Guaranteed prime killed and prime quality." These joints are a little large for the ordinary household, but the advertisement further states: "No need to go hungry when you can get beef from three-farthings a lb. and mutton from one penny a lb." [927, 2167, 1042, 2330]
timetable-cell: *Mon. 21, 8 p.m. [268, 487, 322, 497]
section-heading: Business Notices. [43, 38, 103, 47]
timetable-cell: 9 a.m. [370, 647, 390, 656]
holes-line: HARDWARE MERCHANTS & GARDEN SPECIALISTS. [13, 99, 132, 119]
local-paragraph: A meeting of the local branch of the Farmers' Union is to be held in the Criterion Buildings this evening when the district organiser, Mr Forbes Eadie, and Mr L. H. McAlpine, a member of the Provincial Council, will give addresses. The meeting is to take the form of a smoker, and a good attendance is expected. [398, 112, 531, 227]
sewerage-title: SEWERAGE CONTRACT. [835, 1083, 892, 1105]
timetable-row [268, 668, 390, 677]
loan-title: £3000 LOAN. [834, 641, 893, 652]
timetable-cell: Fri. 18, 2 p.m. [348, 198, 394, 208]
further: For further particulars re freight and fare apply to— [268, 539, 377, 558]
guaranteed: ALL WORK GUARANTEED. [16, 1118, 131, 1129]
dennis-line: MARBLE AND GRANITE HEADSTONES OF ANY DESIGN. [7, 1090, 140, 1112]
timetable-cell: Wed. 16, noon [347, 189, 394, 198]
municipal: MUNICIPAL BUILDINGS. [546, 878, 662, 888]
